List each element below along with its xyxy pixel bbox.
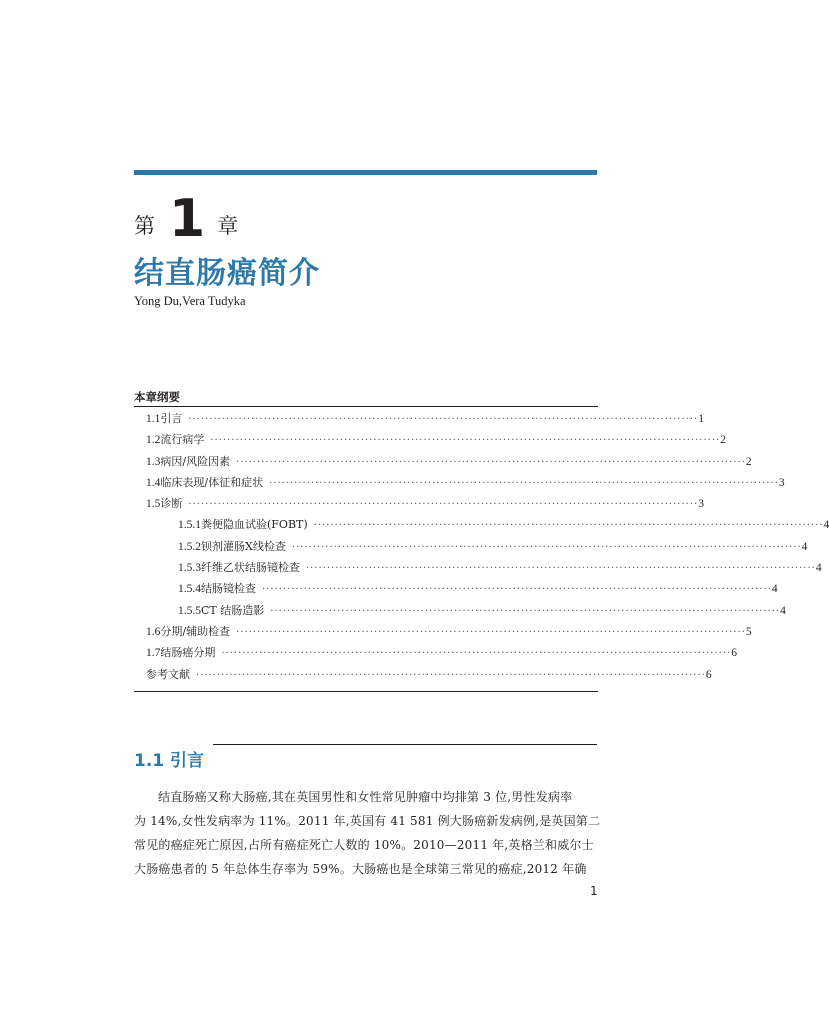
body-line: 结直肠癌又称大肠癌,其在英国男性和女性常见肿瘤中均排第 3 位,男性发病率 [158, 790, 573, 804]
toc-entry-page: 4 [780, 604, 786, 617]
toc-entry-page: 2 [745, 455, 752, 468]
toc-entry-number: 1.5.2 [178, 540, 201, 553]
toc-heading: 本章纲要 [134, 390, 180, 404]
toc-entry-label: 结肠镜检查 [201, 582, 256, 596]
chapter-authors: Yong Du,Vera Tudyka [134, 294, 246, 308]
toc-entry-label: 引言 [160, 412, 183, 425]
toc-leader-dots: ·························································································································· [188, 499, 699, 511]
toc-entry-page: 3 [778, 476, 785, 489]
body-line: 常见的癌症死亡原因,占所有癌症死亡人数的 10%。2010—2011 年,英格兰和威尔士 [134, 838, 594, 852]
toc-entry-page: 6 [731, 647, 737, 660]
toc-entry-label: 分期/辅助检查 [160, 624, 231, 638]
toc-entry-label: 临床表现/体征和症状 [160, 475, 264, 489]
toc-entry-label: 钡剂灌肠X线检查 [201, 539, 286, 553]
page-number: 1 [590, 884, 598, 898]
toc-entry-label: CT 结肠造影 [201, 603, 265, 617]
toc-leader-dots: ·························································································································· [236, 626, 746, 638]
chapter-suffix: 章 [217, 214, 239, 238]
chapter-heading [134, 189, 239, 250]
section-title: 1.1 引言 [134, 751, 205, 771]
toc-entry-number: 1.6 [146, 625, 161, 638]
toc-leader-dots: ·························································································································· [313, 520, 824, 532]
toc-leader-dots: ·························································································································· [236, 456, 746, 468]
toc-leader-dots: ·························································································································· [270, 605, 781, 617]
toc-entry-label: 病因/风险因素 [160, 454, 231, 468]
toc-leader-dots: ·························································································································· [196, 669, 706, 681]
section-rule [213, 744, 597, 745]
toc-entry-number: 1.7 [146, 647, 161, 660]
toc-entry-label: 粪便隐血试验(FOBT) [201, 518, 308, 532]
toc-entry-references[interactable] [134, 666, 712, 687]
toc-leader-dots: ·························································································································· [306, 563, 816, 575]
toc-entry-page: 1 [698, 413, 704, 425]
toc-subentry[interactable] [134, 538, 808, 559]
toc-entry-number: 1.2 [146, 434, 161, 447]
toc-entry-number: 1.3 [146, 455, 161, 468]
chapter-title: 结直肠癌简介 [134, 256, 320, 291]
toc-leader-dots: ·························································································································· [221, 648, 732, 660]
toc-entry-label: 纤维乙状结肠镜检查 [201, 561, 300, 575]
toc-entry[interactable] [134, 410, 704, 431]
toc-entry-page: 4 [801, 540, 808, 553]
toc-entry[interactable] [134, 431, 726, 452]
toc-subentry[interactable] [134, 580, 778, 601]
toc-entry-page: 4 [815, 562, 822, 575]
toc-entry-number: 1.5.5 [178, 604, 201, 617]
toc-leader-dots: ·························································································································· [188, 414, 699, 425]
chapter-prefix: 第 [134, 214, 155, 238]
toc-entry-page: 5 [745, 625, 752, 638]
toc-entry[interactable] [134, 453, 752, 474]
chapter-number: 1 [169, 189, 206, 250]
toc-entry-label: 参考文献 [146, 667, 190, 681]
toc-entry[interactable] [134, 495, 704, 516]
body-line: 为 14%,女性发病率为 11%。2011 年,英国有 41 581 例大肠癌新发病例,是英国第二 [134, 814, 601, 828]
toc-entry-number: 1.5.4 [178, 583, 201, 596]
body-line: 大肠癌患者的 5 年总体生存率为 59%。大肠癌也是全球第三常见的癌症,2012 年确 [134, 862, 587, 876]
toc-entry-label: 流行病学 [160, 433, 205, 447]
toc-entry-page: 3 [698, 498, 704, 511]
toc-entry-page: 4 [823, 519, 829, 532]
toc-leader-dots: ·························································································································· [210, 435, 721, 447]
toc-entry-number: 1.1 [146, 413, 161, 425]
chapter-top-rule [134, 170, 597, 175]
toc-leader-dots: ·························································································································· [269, 477, 779, 489]
toc-leader-dots: ·························································································································· [262, 584, 772, 596]
toc-entry-page: 6 [705, 668, 712, 681]
table-of-contents [134, 406, 829, 692]
toc-entry[interactable] [134, 474, 785, 495]
body-paragraph [134, 785, 601, 881]
toc-entry-number: 1.5.1 [178, 519, 201, 532]
toc-entry-label: 结肠癌分期 [160, 646, 216, 660]
toc-entry[interactable] [134, 623, 752, 644]
toc-entry-number: 1.5.3 [178, 562, 201, 575]
toc-entry-label: 诊断 [160, 497, 183, 511]
toc-entry-number: 1.4 [146, 476, 161, 489]
toc-leader-dots: ·························································································································· [291, 541, 802, 553]
toc-subentry[interactable] [134, 559, 822, 580]
toc-entry-number: 1.5 [146, 498, 161, 511]
toc-entry-page: 4 [771, 583, 778, 596]
toc-subentry[interactable] [134, 516, 829, 537]
toc-entry-page: 2 [720, 434, 726, 447]
toc-entry[interactable] [134, 644, 737, 665]
toc-subentry[interactable] [134, 602, 786, 623]
